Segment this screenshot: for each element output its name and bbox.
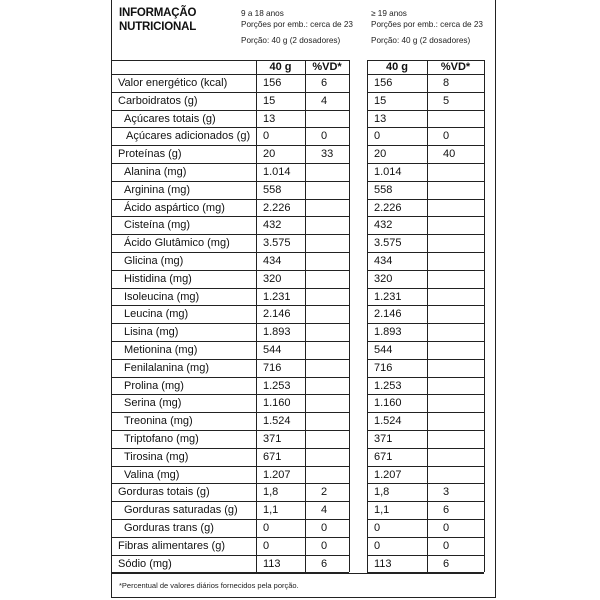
- header-rule: [367, 74, 484, 75]
- title-line-1: INFORMAÇÃO: [119, 7, 197, 19]
- value-cell: 2: [321, 486, 328, 499]
- nutrient-label: Arginina (mg): [124, 183, 191, 196]
- nutrient-label: Alanina (mg): [124, 166, 187, 178]
- nutrient-label: Prolina (mg): [124, 379, 184, 392]
- value-cell: 0: [263, 522, 270, 534]
- group-header-19-plus: [371, 9, 483, 47]
- column-rule: [484, 60, 485, 572]
- value-cell: 1.207: [263, 468, 291, 481]
- group-portion: Porção: 40 g (2 dosadores): [371, 36, 471, 45]
- row-rule: [112, 430, 349, 431]
- value-cell: 671: [374, 450, 393, 463]
- value-cell: 40: [443, 148, 456, 161]
- value-cell: 544: [263, 344, 282, 356]
- row-rule: [367, 501, 484, 502]
- row-rule: [367, 323, 484, 324]
- value-cell: 1.231: [374, 290, 402, 303]
- row-rule: [367, 377, 484, 378]
- value-cell: 1.893: [263, 326, 291, 339]
- row-rule: [112, 501, 349, 502]
- value-cell: 0: [374, 522, 381, 534]
- row-rule: [367, 448, 484, 449]
- value-cell: 716: [263, 361, 282, 374]
- row-rule: [112, 394, 349, 395]
- value-cell: 0: [443, 130, 450, 143]
- header-rule: [112, 74, 349, 75]
- row-rule: [112, 252, 349, 253]
- panel-title: [119, 6, 196, 34]
- row-rule: [112, 288, 349, 289]
- row-rule: [112, 555, 349, 556]
- value-cell: 0: [374, 539, 381, 552]
- row-rule: [367, 430, 484, 431]
- value-cell: 13: [374, 112, 387, 125]
- value-cell: 320: [374, 272, 393, 285]
- row-rule: [112, 234, 349, 235]
- row-rule: [112, 359, 349, 360]
- group-portion: Porção: 40 g (2 dosadores): [241, 36, 341, 45]
- nutrient-label: Ácido aspártico (mg): [124, 201, 225, 214]
- value-cell: 6: [321, 557, 328, 570]
- group-age: ≥ 19 anos: [371, 9, 407, 18]
- row-rule: [112, 341, 349, 342]
- value-cell: 1.160: [374, 397, 402, 410]
- nutrient-label: Gorduras trans (g): [124, 522, 214, 534]
- row-rule: [367, 537, 484, 538]
- value-cell: 3.575: [374, 237, 402, 250]
- value-cell: 6: [321, 77, 328, 89]
- nutrient-label: Metionina (mg): [124, 344, 198, 356]
- value-cell: 1.231: [263, 290, 291, 303]
- value-cell: 2.226: [263, 201, 291, 214]
- nutrient-label: Ácido Glutâmico (mg): [124, 237, 230, 250]
- value-cell: 33: [321, 148, 334, 161]
- value-cell: 0: [263, 130, 270, 143]
- value-cell: 371: [263, 433, 282, 445]
- nutrient-label: Valor energético (kcal): [118, 77, 228, 89]
- value-cell: 3.575: [263, 237, 291, 250]
- row-rule: [367, 341, 484, 342]
- nutrient-label: Gorduras totais (g): [118, 486, 210, 499]
- row-rule: [367, 305, 484, 306]
- column-rule: [256, 60, 257, 572]
- nutrient-label: Fenilalanina (mg): [124, 361, 209, 374]
- footnote-rule: [112, 573, 484, 574]
- row-rule: [367, 92, 484, 93]
- column-header: %VD*: [440, 61, 471, 73]
- nutrient-label: Carboidratos (g): [118, 94, 198, 107]
- row-rule: [112, 412, 349, 413]
- nutrient-label: Serina (mg): [124, 397, 182, 410]
- value-cell: 1,8: [263, 486, 279, 499]
- value-cell: 4: [321, 94, 328, 107]
- value-cell: 6: [443, 557, 450, 570]
- row-rule: [112, 163, 349, 164]
- nutrient-label: Proteínas (g): [118, 148, 182, 161]
- row-rule: [367, 270, 484, 271]
- column-header: %VD*: [312, 61, 342, 73]
- value-cell: 4: [321, 504, 328, 517]
- column-header: 40 g: [385, 61, 408, 73]
- nutrient-label: Sódio (mg): [118, 557, 172, 570]
- nutrient-label: Isoleucina (mg): [124, 290, 200, 303]
- row-rule: [367, 394, 484, 395]
- value-cell: 432: [263, 219, 282, 232]
- value-cell: 13: [263, 112, 276, 125]
- value-cell: 156: [374, 77, 393, 89]
- value-cell: 558: [374, 183, 393, 196]
- value-cell: 2.146: [374, 308, 402, 321]
- nutrient-label: Açúcares adicionados (g): [126, 130, 251, 143]
- value-cell: 2.146: [263, 308, 291, 321]
- column-rule: [305, 60, 306, 572]
- value-cell: 15: [263, 94, 276, 107]
- nutrient-label: Fibras alimentares (g): [118, 539, 225, 552]
- value-cell: 1.253: [263, 379, 291, 392]
- value-cell: 0: [443, 539, 450, 552]
- value-cell: 0: [321, 539, 328, 552]
- row-rule: [367, 483, 484, 484]
- value-cell: 15: [374, 94, 387, 107]
- value-cell: 1.524: [263, 415, 291, 428]
- value-cell: 1.524: [374, 415, 402, 428]
- nutrient-label: Glicina (mg): [124, 255, 184, 267]
- row-rule: [367, 412, 484, 413]
- value-cell: 20: [374, 148, 387, 161]
- value-cell: 0: [443, 522, 450, 534]
- nutrient-label: Treonina (mg): [124, 415, 193, 428]
- value-cell: 320: [263, 272, 282, 285]
- value-cell: 1,8: [374, 486, 390, 499]
- row-rule: [112, 466, 349, 467]
- nutrient-label: Gorduras saturadas (g): [124, 504, 238, 517]
- nutrient-label: Tirosina (mg): [124, 450, 189, 463]
- nutrient-label: Lisina (mg): [124, 326, 179, 339]
- column-rule: [349, 60, 350, 572]
- nutrition-facts-panel: [111, 0, 496, 598]
- value-cell: 2.226: [374, 201, 402, 214]
- row-rule: [112, 92, 349, 93]
- value-cell: 6: [443, 504, 450, 517]
- row-rule: [367, 519, 484, 520]
- value-cell: 5: [443, 94, 450, 107]
- value-cell: 20: [263, 148, 276, 161]
- nutrient-label: Valina (mg): [124, 468, 180, 481]
- row-rule: [367, 234, 484, 235]
- row-rule: [367, 163, 484, 164]
- group-servings: Porções por emb.: cerca de 23: [371, 19, 483, 29]
- value-cell: 716: [374, 361, 393, 374]
- value-cell: 1.207: [374, 468, 402, 481]
- row-rule: [112, 537, 349, 538]
- column-rule: [367, 60, 368, 572]
- value-cell: 432: [374, 219, 393, 232]
- nutrient-label: Açúcares totais (g): [124, 112, 216, 125]
- value-cell: 0: [321, 130, 328, 143]
- value-cell: 113: [374, 557, 392, 570]
- title-line-2: NUTRICIONAL: [119, 21, 197, 33]
- footnote: *Percentual de valores diários fornecidos pela porção.: [119, 581, 299, 590]
- value-cell: 0: [263, 539, 270, 552]
- value-cell: 1,1: [263, 504, 279, 517]
- row-rule: [112, 145, 349, 146]
- value-cell: 1.014: [374, 166, 402, 178]
- row-rule: [112, 270, 349, 271]
- nutrient-label: Triptofano (mg): [124, 433, 199, 445]
- row-rule: [367, 181, 484, 182]
- value-cell: 671: [263, 450, 282, 463]
- value-cell: 113: [263, 557, 281, 570]
- value-cell: 434: [263, 255, 282, 267]
- row-rule: [112, 519, 349, 520]
- value-cell: 434: [374, 255, 393, 267]
- value-cell: 544: [374, 344, 393, 356]
- row-rule: [367, 252, 484, 253]
- value-cell: 1.253: [374, 379, 402, 392]
- nutrient-label: Cisteína (mg): [124, 219, 191, 232]
- value-cell: 1.893: [374, 326, 402, 339]
- row-rule: [112, 199, 349, 200]
- group-header-9-18: [241, 9, 353, 47]
- row-rule: [367, 127, 484, 128]
- column-rule: [427, 60, 428, 572]
- group-servings: Porções por emb.: cerca de 23: [241, 19, 353, 29]
- row-rule: [112, 323, 349, 324]
- row-rule: [367, 216, 484, 217]
- row-rule: [112, 216, 349, 217]
- value-cell: 0: [374, 130, 381, 143]
- row-rule: [367, 555, 484, 556]
- row-rule: [112, 127, 349, 128]
- value-cell: 3: [443, 486, 450, 499]
- row-rule: [112, 110, 349, 111]
- column-header: 40 g: [269, 61, 292, 73]
- row-rule: [112, 448, 349, 449]
- row-rule: [367, 110, 484, 111]
- value-cell: 1,1: [374, 504, 390, 517]
- value-cell: 371: [374, 433, 393, 445]
- row-rule: [112, 483, 349, 484]
- row-rule: [367, 288, 484, 289]
- value-cell: 1.014: [263, 166, 291, 178]
- group-age: 9 a 18 anos: [241, 9, 284, 18]
- row-rule: [112, 305, 349, 306]
- value-cell: 8: [443, 77, 450, 89]
- row-rule: [112, 377, 349, 378]
- row-rule: [112, 181, 349, 182]
- row-rule: [367, 199, 484, 200]
- row-rule: [367, 145, 484, 146]
- value-cell: 558: [263, 183, 282, 196]
- row-rule: [367, 359, 484, 360]
- nutrient-label: Histidina (mg): [124, 272, 192, 285]
- value-cell: 1.160: [263, 397, 291, 410]
- value-cell: 0: [321, 522, 328, 534]
- row-rule: [367, 466, 484, 467]
- nutrient-label: Leucina (mg): [124, 308, 189, 321]
- value-cell: 156: [263, 77, 282, 89]
